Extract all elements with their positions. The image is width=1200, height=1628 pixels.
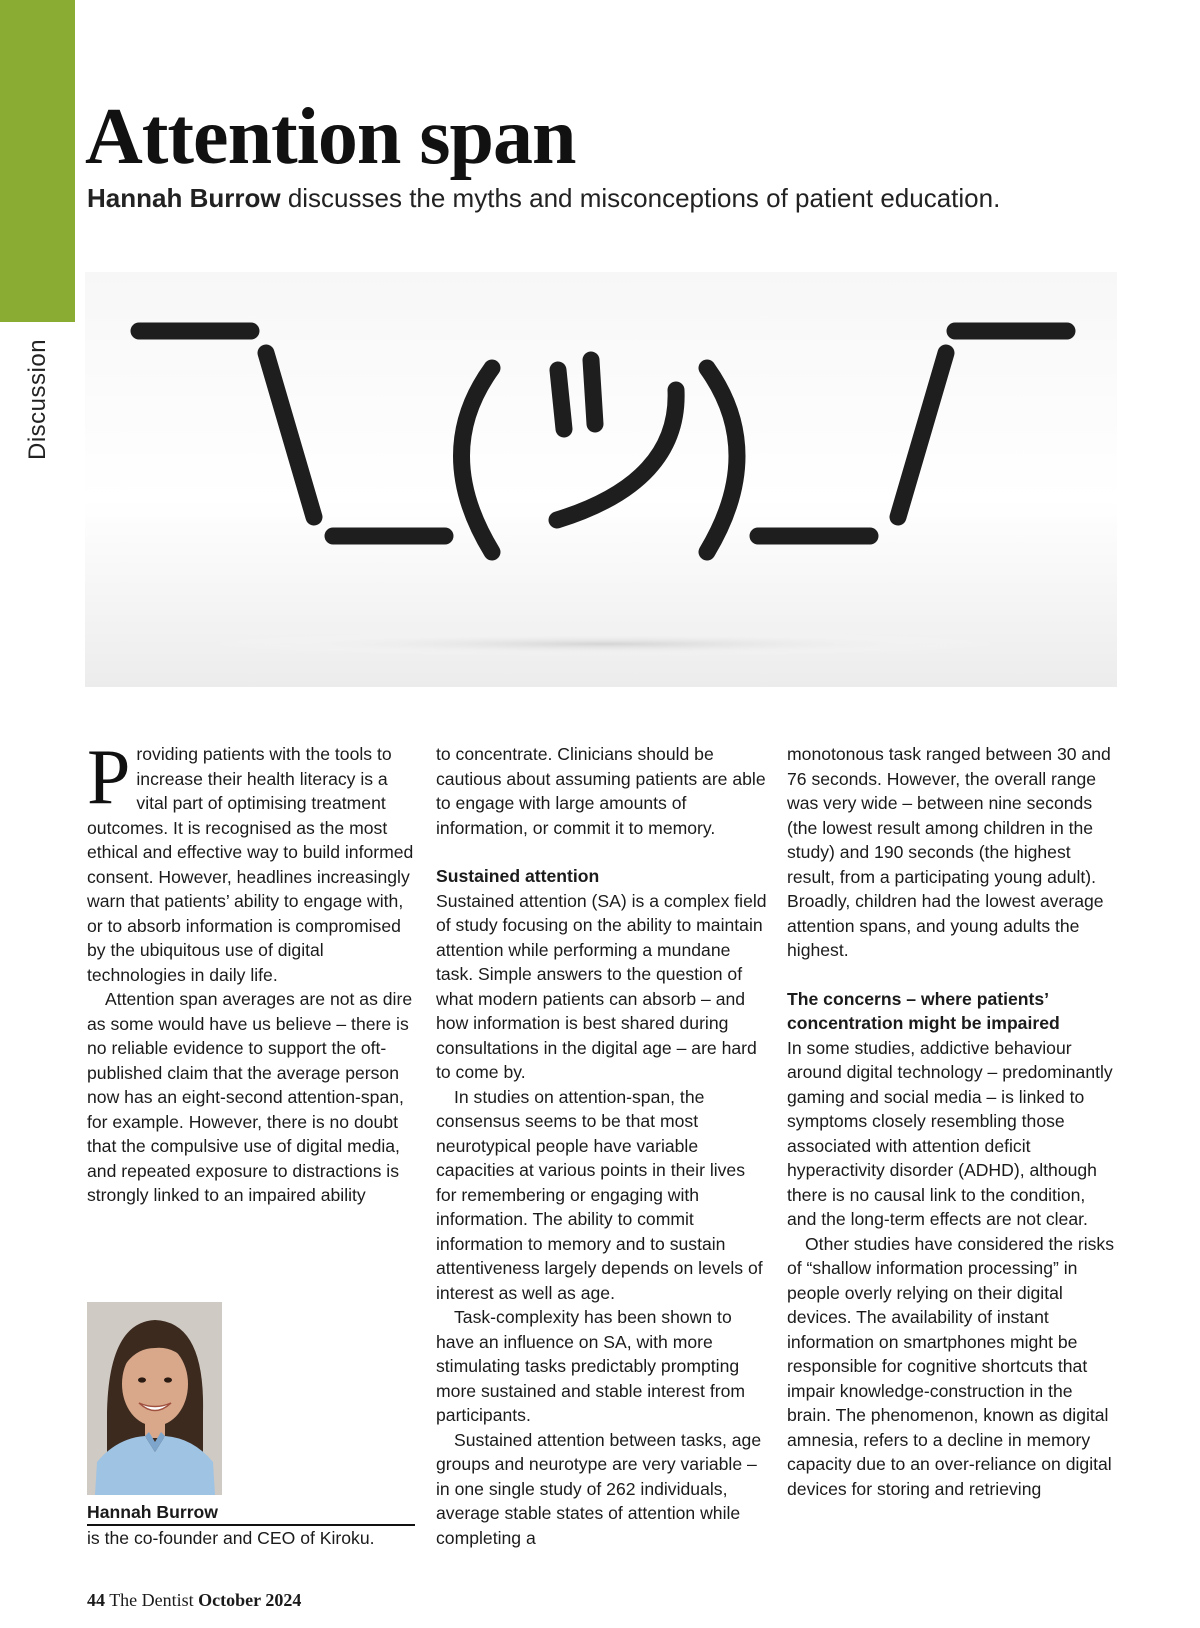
section-color-bar — [0, 0, 75, 322]
page-number: 44 — [87, 1590, 105, 1610]
author-photo — [87, 1302, 222, 1495]
publication-name: The Dentist — [109, 1590, 194, 1610]
section-heading: Sustained attention — [436, 866, 600, 886]
standfirst — [87, 180, 1000, 216]
paragraph: Task-complexity has been shown to have an influence on SA, with more stimulating tasks predictably prompting more sustained and stable interest from participants. — [436, 1307, 746, 1425]
article-column-3 — [787, 742, 1119, 1501]
paragraph: Providing patients with the tools to increase their health literacy is a vital part of optimising treatment outcomes. It is recognised as the most ethical and effective way to build informed consent. However, headlines increasingly warn that patients’ ability to engage with, or to absorb information is compromised by the ubiquitous use of digital technologies in daily life. — [87, 733, 414, 985]
standfirst-text: discusses the myths and misconceptions of patient education. — [287, 183, 1001, 213]
paragraph: Sustained attention between tasks, age groups and neurotype are very variable – in one single study of 262 individuals, average stable states of attention while completing a — [436, 1429, 762, 1548]
paragraph: Other studies have considered the risks of “shallow information processing” in people overly relying on their digital devices. The availability of instant information on smartphones might be responsible for cognitive shortcuts that impair knowledge-construction in the brain. The phenomenon, known as digital amnesia, refers to a decline in memory capacity due to an over-reliance on digital devices for storing and retrieving — [787, 1233, 1115, 1499]
shrug-emoticon-icon — [85, 272, 1117, 687]
author-bio: is the co-founder and CEO of Kiroku. — [87, 1528, 375, 1548]
section-label: Discussion — [24, 338, 51, 460]
paragraph: In some studies, addictive behaviour around digital technology – predominantly gaming and social media – is linked to symptoms closely resembling those associated with attention deficit hyperactivity disorder (ADHD), although there is no causal link to the condition, and the long-term effects are not clear. — [787, 1037, 1113, 1229]
page-footer — [87, 1588, 301, 1612]
paragraph: Attention span averages are not as dire as some would have us believe – there is no reliable evidence to support the oft-published claim that the average person now has an eight-second attention-span, for example. However, there is no doubt that the compulsive use of digital media, and repeated exposure to distractions is strongly linked to an impaired ability — [87, 989, 413, 1205]
drop-cap: P — [87, 733, 131, 820]
author-name: Hannah Burrow — [87, 1500, 415, 1526]
standfirst-author: Hannah Burrow — [87, 183, 281, 213]
paragraph: In studies on attention-span, the consensus seems to be that most neurotypical people have variable capacities at various points in their lives for remembering or engaging with information. The ability to commit information to memory and to sustain attentiveness largely depends on levels of interest as well as age. — [436, 1086, 763, 1303]
article-column-2 — [436, 742, 768, 1550]
paragraph: Sustained attention (SA) is a complex field of study focusing on the ability to maintain attention while performing a mundane task. Simple answers to the question of what modern patients can absorb – and how information is best shared during consultations in the digital age – are hard to come by. — [436, 890, 767, 1082]
section-heading: The concerns – where patients’ concentration might be impaired — [787, 988, 1060, 1033]
paragraph: monotonous task ranged between 30 and 76 seconds. However, the overall range was very wide – between nine seconds (the lowest result among children in the study) and 190 seconds (the highest result, from a participating young adult). Broadly, children had the lowest average attention spans, and young adults the highest. — [787, 744, 1111, 960]
issue-date: October 2024 — [198, 1590, 302, 1610]
article-title: Attention span — [85, 93, 576, 181]
paragraph: to concentrate. Clinicians should be cautious about assuming patients are able to engage with large amounts of information, or commit it to memory. — [436, 744, 766, 838]
article-column-1 — [87, 733, 419, 1208]
